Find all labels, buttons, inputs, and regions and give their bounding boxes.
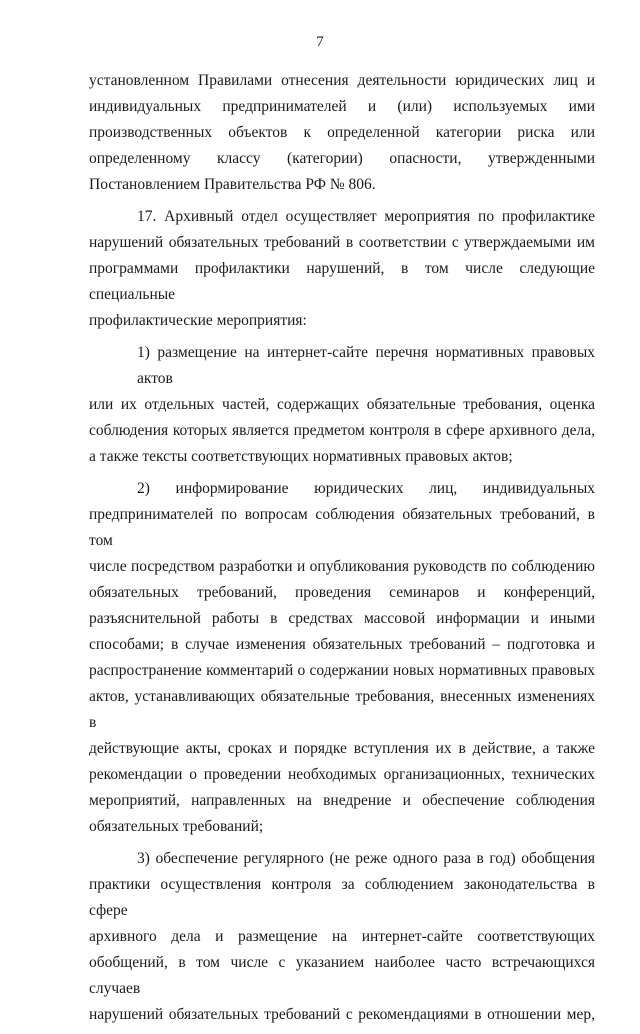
text-line: 3) обеспечение регулярного (не реже одного раза в год) обобщения <box>137 850 595 867</box>
text-line: профилактические мероприятия: <box>89 312 307 329</box>
text-line: Постановлением Правительства РФ № 806. <box>89 176 376 193</box>
text-line: производственных объектов к определенной категории риска или <box>89 124 595 141</box>
text-line: соблюдения которых является предметом контроля в сфере архивного дела, <box>89 422 595 439</box>
text-line: рекомендации о проведении необходимых организационных, технических <box>89 766 595 783</box>
text-line: архивного дела и размещение на интернет-сайте соответствующих <box>89 928 595 945</box>
paragraph-continuation <box>89 68 595 198</box>
text-line: нарушений обязательных требований с рекомендациями в отношении мер, <box>89 1006 595 1023</box>
text-line: 1) размещение на интернет-сайте перечня нормативных правовых актов <box>137 344 595 387</box>
text-line: программами профилактики нарушений, в том числе следующие специальные <box>89 260 595 303</box>
text-line: актов, устанавливающих обязательные требования, внесенных изменениях в <box>89 688 595 731</box>
text-line: установленном Правилами отнесения деятельности юридических лиц и <box>89 72 595 89</box>
text-line: определенному классу (категории) опасности, утвержденными <box>89 150 595 167</box>
paragraph-subitem-2 <box>89 476 595 840</box>
text-line: распространение комментарий о содержании новых нормативных правовых <box>89 662 595 679</box>
paragraph-subitem-3 <box>89 846 595 1028</box>
text-line: обязательных требований, проведения семинаров и конференций, <box>89 584 595 601</box>
text-line: практики осуществления контроля за соблюдением законодательства в сфере <box>89 876 595 919</box>
text-line: обязательных требований; <box>89 818 264 835</box>
text-line: числе посредством разработки и опубликования руководств по соблюдению <box>89 558 595 575</box>
text-line: предпринимателей по вопросам соблюдения обязательных требований, в том <box>89 506 595 549</box>
text-line: действующие акты, сроках и порядке вступления их в действие, а также <box>89 740 595 757</box>
text-line: 17. Архивный отдел осуществляет мероприятия по профилактике <box>137 208 595 225</box>
text-line: способами; в случае изменения обязательных требований – подготовка и <box>89 636 595 653</box>
paragraph-subitem-1 <box>89 340 595 470</box>
text-line: 2) информирование юридических лиц, индивидуальных <box>137 480 595 497</box>
text-line: разъяснительной работы в средствах массовой информации и иными <box>89 610 595 627</box>
page-number: 7 <box>316 34 324 50</box>
document-body <box>89 68 595 1034</box>
text-line: или их отдельных частей, содержащих обязательные требования, оценка <box>89 396 595 413</box>
text-line: обобщений, в том числе с указанием наиболее часто встречающихся случаев <box>89 954 595 997</box>
text-line: а также тексты соответствующих нормативных правовых актов; <box>89 448 513 465</box>
text-line: индивидуальных предпринимателей и (или) используемых ими <box>89 98 595 115</box>
paragraph-item-17 <box>89 204 595 334</box>
text-line: нарушений обязательных требований в соответствии с утверждаемыми им <box>89 234 595 251</box>
text-line: мероприятий, направленных на внедрение и обеспечение соблюдения <box>89 792 595 809</box>
